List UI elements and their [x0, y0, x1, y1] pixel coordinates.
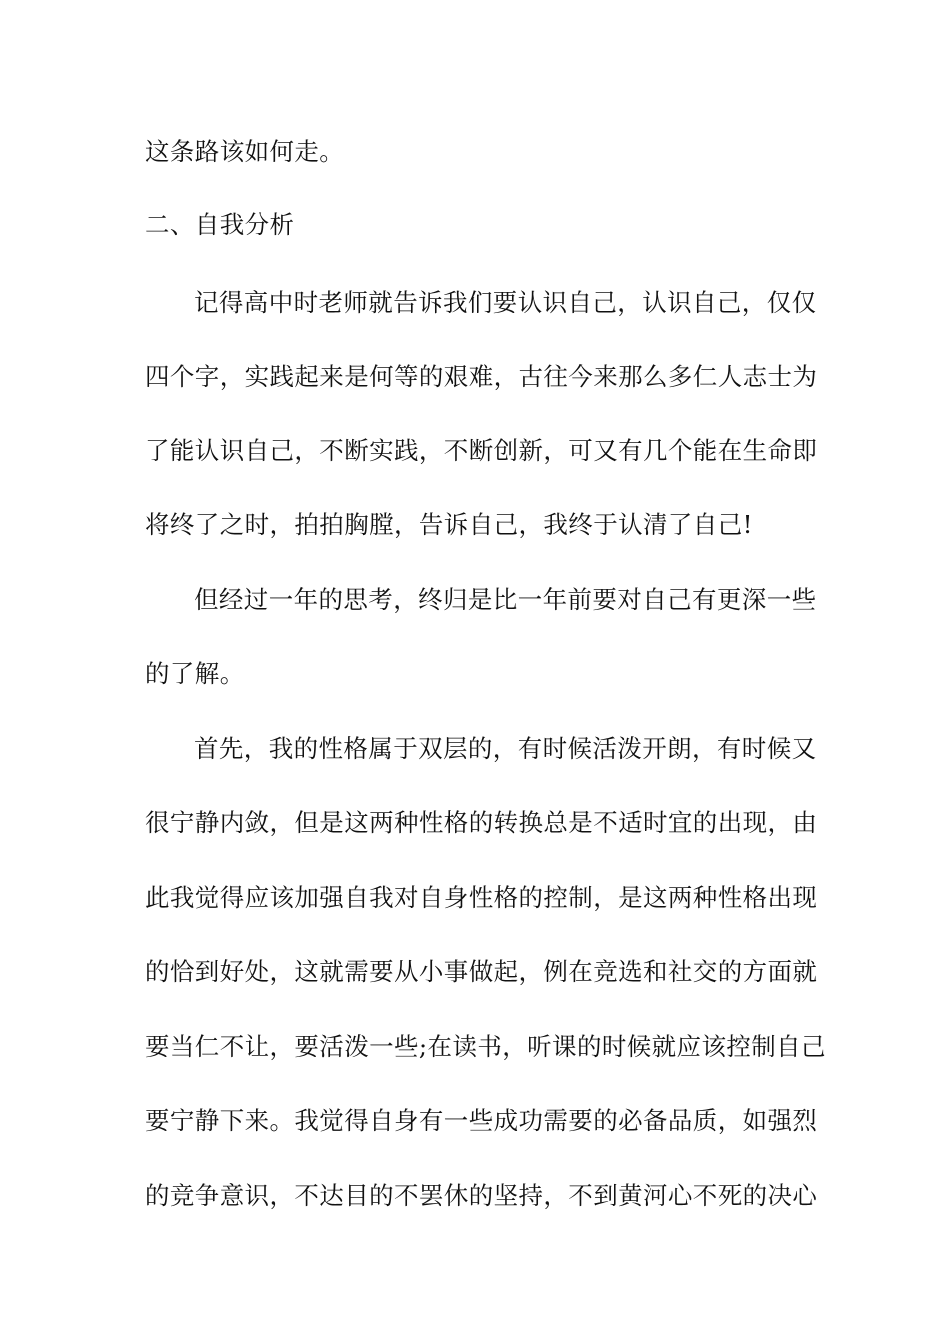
text-line: 首先，我的性格属于双层的，有时候活泼开朗，有时候又 — [194, 734, 817, 763]
section-heading: 二、自我分析 — [145, 210, 295, 239]
text-line: 四个字，实践起来是何等的艰难，古往今来那么多仁人志士为 — [145, 362, 818, 391]
text-line: 这条路该如何走。 — [145, 137, 345, 166]
text-line: 此我觉得应该加强自我对自身性格的控制，是这两种性格出现 — [145, 883, 818, 912]
text-line: 但经过一年的思考，终归是比一年前要对自己有更深一些 — [194, 585, 817, 614]
text-line: 的了解。 — [145, 659, 245, 688]
text-line: 要当仁不让，要活泼一些;在读书，听课的时候就应该控制自己 — [145, 1032, 826, 1061]
text-line: 的竞争意识，不达目的不罢休的坚持，不到黄河心不死的决心 — [145, 1181, 818, 1210]
text-line: 记得高中时老师就告诉我们要认识自己，认识自己，仅仅 — [194, 288, 817, 317]
text-line: 了能认识自己，不断实践，不断创新，可又有几个能在生命即 — [145, 436, 818, 465]
text-line: 很宁静内敛，但是这两种性格的转换总是不适时宜的出现，由 — [145, 808, 818, 837]
text-line: 的恰到好处，这就需要从小事做起，例在竞选和社交的方面就 — [145, 957, 818, 986]
text-line: 要宁静下来。我觉得自身有一些成功需要的必备品质，如强烈 — [145, 1106, 818, 1135]
text-line: 将终了之时，拍拍胸膛，告诉自己，我终于认清了自己! — [145, 510, 753, 539]
